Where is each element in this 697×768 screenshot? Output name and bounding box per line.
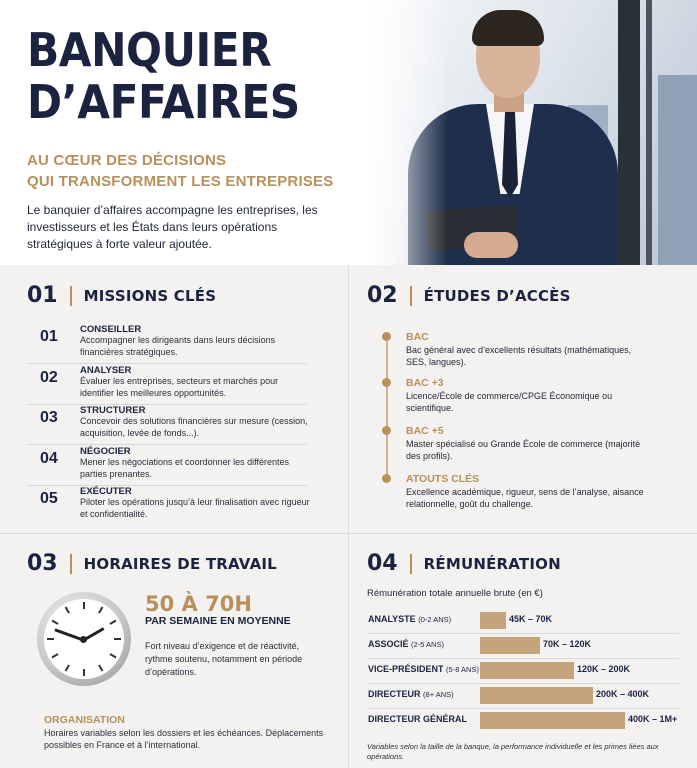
salary-value: 400K – 1M+ [628, 714, 678, 724]
salary-label [368, 714, 467, 724]
salary-value: 200K – 400K [596, 689, 650, 699]
clock-center [80, 636, 87, 643]
salary-bar [480, 612, 506, 629]
section-number: 01 [27, 283, 58, 308]
study-step-title: ATOUTS CLÉS [406, 473, 480, 485]
organisation-title: ORGANISATION [44, 714, 125, 726]
clock-tick [83, 602, 85, 609]
clock-face [44, 599, 124, 679]
salary-row [367, 659, 679, 683]
section-title: HORAIRES DE TRAVAIL [83, 554, 277, 573]
clock-tick [98, 664, 103, 671]
study-step-title: BAC +5 [406, 425, 444, 437]
clock-tick [51, 620, 58, 625]
salary-value: 120K – 200K [577, 664, 631, 674]
salary-row [367, 634, 679, 658]
mission-desc: Accompagner les dirigeants dans leurs décisions financières stratégiques. [80, 335, 276, 357]
study-step-desc: Bac général avec d’excellents résultats (mathématiques, SES, langues). [406, 345, 632, 367]
section-separator [70, 286, 72, 306]
section-number: 02 [367, 283, 398, 308]
clock-tick [65, 606, 70, 613]
mission-number: 04 [40, 450, 58, 467]
hours-description: Fort niveau d’exigence et de réactivité, rythme soutenu, notamment en période d’opérations. [145, 641, 303, 677]
mission-desc: Mener les négociations et coordonner les différentes parties prenantes. [80, 457, 289, 479]
salary-track [480, 637, 679, 654]
salary-role: ANALYSTE [368, 614, 416, 624]
salary-track [480, 687, 679, 704]
section-separator [410, 286, 412, 306]
timeline-dot [382, 426, 391, 435]
section-divider [348, 265, 349, 768]
mission-item [27, 324, 307, 364]
page-title-line1: BANQUIER [27, 23, 272, 77]
section-title: MISSIONS CLÉS [83, 286, 217, 305]
clock-tick [114, 638, 121, 640]
section-divider [0, 533, 697, 534]
page-title [27, 24, 300, 128]
remuneration-caption: Rémunération totale annuelle brute (en €) [367, 588, 543, 599]
salary-track [480, 712, 679, 729]
section-title: RÉMUNÉRATION [423, 554, 561, 573]
remuneration-header [367, 551, 561, 576]
mission-title: ANALYSER [80, 365, 132, 376]
clock-tick [98, 606, 103, 613]
timeline-dot [382, 378, 391, 387]
organisation-description: Horaires variables selon les dossiers et les échéances. Déplacements possibles en France et à l’international. [44, 728, 324, 750]
person-hand [464, 232, 518, 258]
etudes-header [367, 283, 571, 308]
banker-photo [368, 0, 697, 265]
page-title-line2: D’AFFAIRES [27, 75, 300, 129]
horaires-header [27, 551, 277, 576]
person-hair [472, 10, 544, 46]
clock-icon [37, 592, 131, 686]
section-number: 03 [27, 551, 58, 576]
salary-bar [480, 637, 540, 654]
mission-desc: Concevoir des solutions financières sur mesure (cession, acquisition, levée de fonds...). [80, 416, 308, 438]
salary-row [367, 609, 679, 633]
salary-row [367, 709, 679, 733]
mission-item [27, 365, 307, 405]
study-step-desc: Excellence académique, rigueur, sens de l’analyse, aisance relationnelle, goût du challenge. [406, 487, 644, 509]
mission-title: STRUCTURER [80, 405, 146, 416]
mission-title: EXÉCUTER [80, 486, 132, 497]
salary-bar [480, 687, 593, 704]
page-subtitle-line2: QUI TRANSFORMENT LES ENTREPRISES [27, 173, 334, 190]
mission-item [27, 405, 307, 445]
missions-header [27, 283, 216, 308]
clock-tick [83, 669, 85, 676]
page-subtitle [27, 150, 333, 192]
salary-role: DIRECTEUR GÉNÉRAL [368, 714, 468, 724]
salary-label [368, 664, 479, 674]
clock-tick [109, 620, 116, 625]
salary-bar [480, 662, 574, 679]
study-step-title: BAC [406, 331, 429, 343]
section-separator [410, 554, 412, 574]
salary-role: DIRECTEUR [368, 689, 421, 699]
clock-tick [65, 664, 70, 671]
hours-value: 50 À 70H [145, 592, 252, 616]
mission-number: 05 [40, 490, 58, 507]
section-title: ÉTUDES D’ACCÈS [423, 286, 571, 305]
clock-tick [47, 638, 54, 640]
intro-text: Le banquier d’affaires accompagne les entreprises, les investisseurs et les États dans leurs opérations stratégiques à forte valeur ajoutée. [27, 203, 318, 251]
mission-desc: Évaluer les entreprises, secteurs et marchés pour identifier les meilleures opportunités. [80, 376, 279, 398]
salary-bar [480, 712, 625, 729]
photo-fade [368, 0, 448, 265]
mission-item [27, 446, 307, 486]
salary-label [368, 614, 451, 624]
study-step-desc: Licence/École de commerce/CPGE Économique ou scientifique. [406, 391, 613, 413]
hero-section [0, 0, 697, 265]
mission-item [27, 486, 310, 526]
salary-role: VICE-PRÉSIDENT [368, 664, 444, 674]
mission-number: 02 [40, 369, 58, 386]
window-frame [646, 0, 652, 265]
salary-years: (8+ ANS) [423, 690, 454, 699]
salary-years: (2-5 ANS) [411, 640, 444, 649]
mission-number: 01 [40, 328, 58, 345]
study-step-title: BAC +3 [406, 377, 444, 389]
mission-desc: Piloter les opérations jusqu’à leur finalisation avec rigueur et confidentialité. [80, 497, 310, 519]
study-step-desc: Master spécialisé ou Grande École de commerce (majorité des profils). [406, 439, 641, 461]
clock-tick [51, 653, 58, 658]
salary-years: (5-8 ANS) [446, 665, 479, 674]
salary-track [480, 612, 679, 629]
salary-track [480, 662, 679, 679]
salary-role: ASSOCIÉ [368, 639, 409, 649]
timeline-dot [382, 474, 391, 483]
salary-value: 70K – 120K [543, 639, 592, 649]
clock-tick [109, 653, 116, 658]
building-shape [658, 75, 697, 265]
page-subtitle-line1: AU CŒUR DES DÉCISIONS [27, 152, 227, 169]
salary-value: 45K – 70K [509, 614, 553, 624]
salary-label [368, 689, 454, 699]
remuneration-note: Variables selon la taille de la banque, la performance individuelle et les primes liées aux opérations. [367, 742, 659, 761]
salary-label [368, 639, 444, 649]
hours-subtitle: PAR SEMAINE EN MOYENNE [145, 615, 291, 627]
mission-title: NÉGOCIER [80, 446, 131, 457]
timeline-dot [382, 332, 391, 341]
section-separator [70, 554, 72, 574]
mission-title: CONSEILLER [80, 324, 142, 335]
section-number: 04 [367, 551, 398, 576]
timeline-line [386, 336, 388, 481]
salary-row [367, 684, 679, 708]
salary-years: (0-2 ANS) [418, 615, 452, 624]
window-frame [618, 0, 640, 265]
mission-number: 03 [40, 409, 58, 426]
